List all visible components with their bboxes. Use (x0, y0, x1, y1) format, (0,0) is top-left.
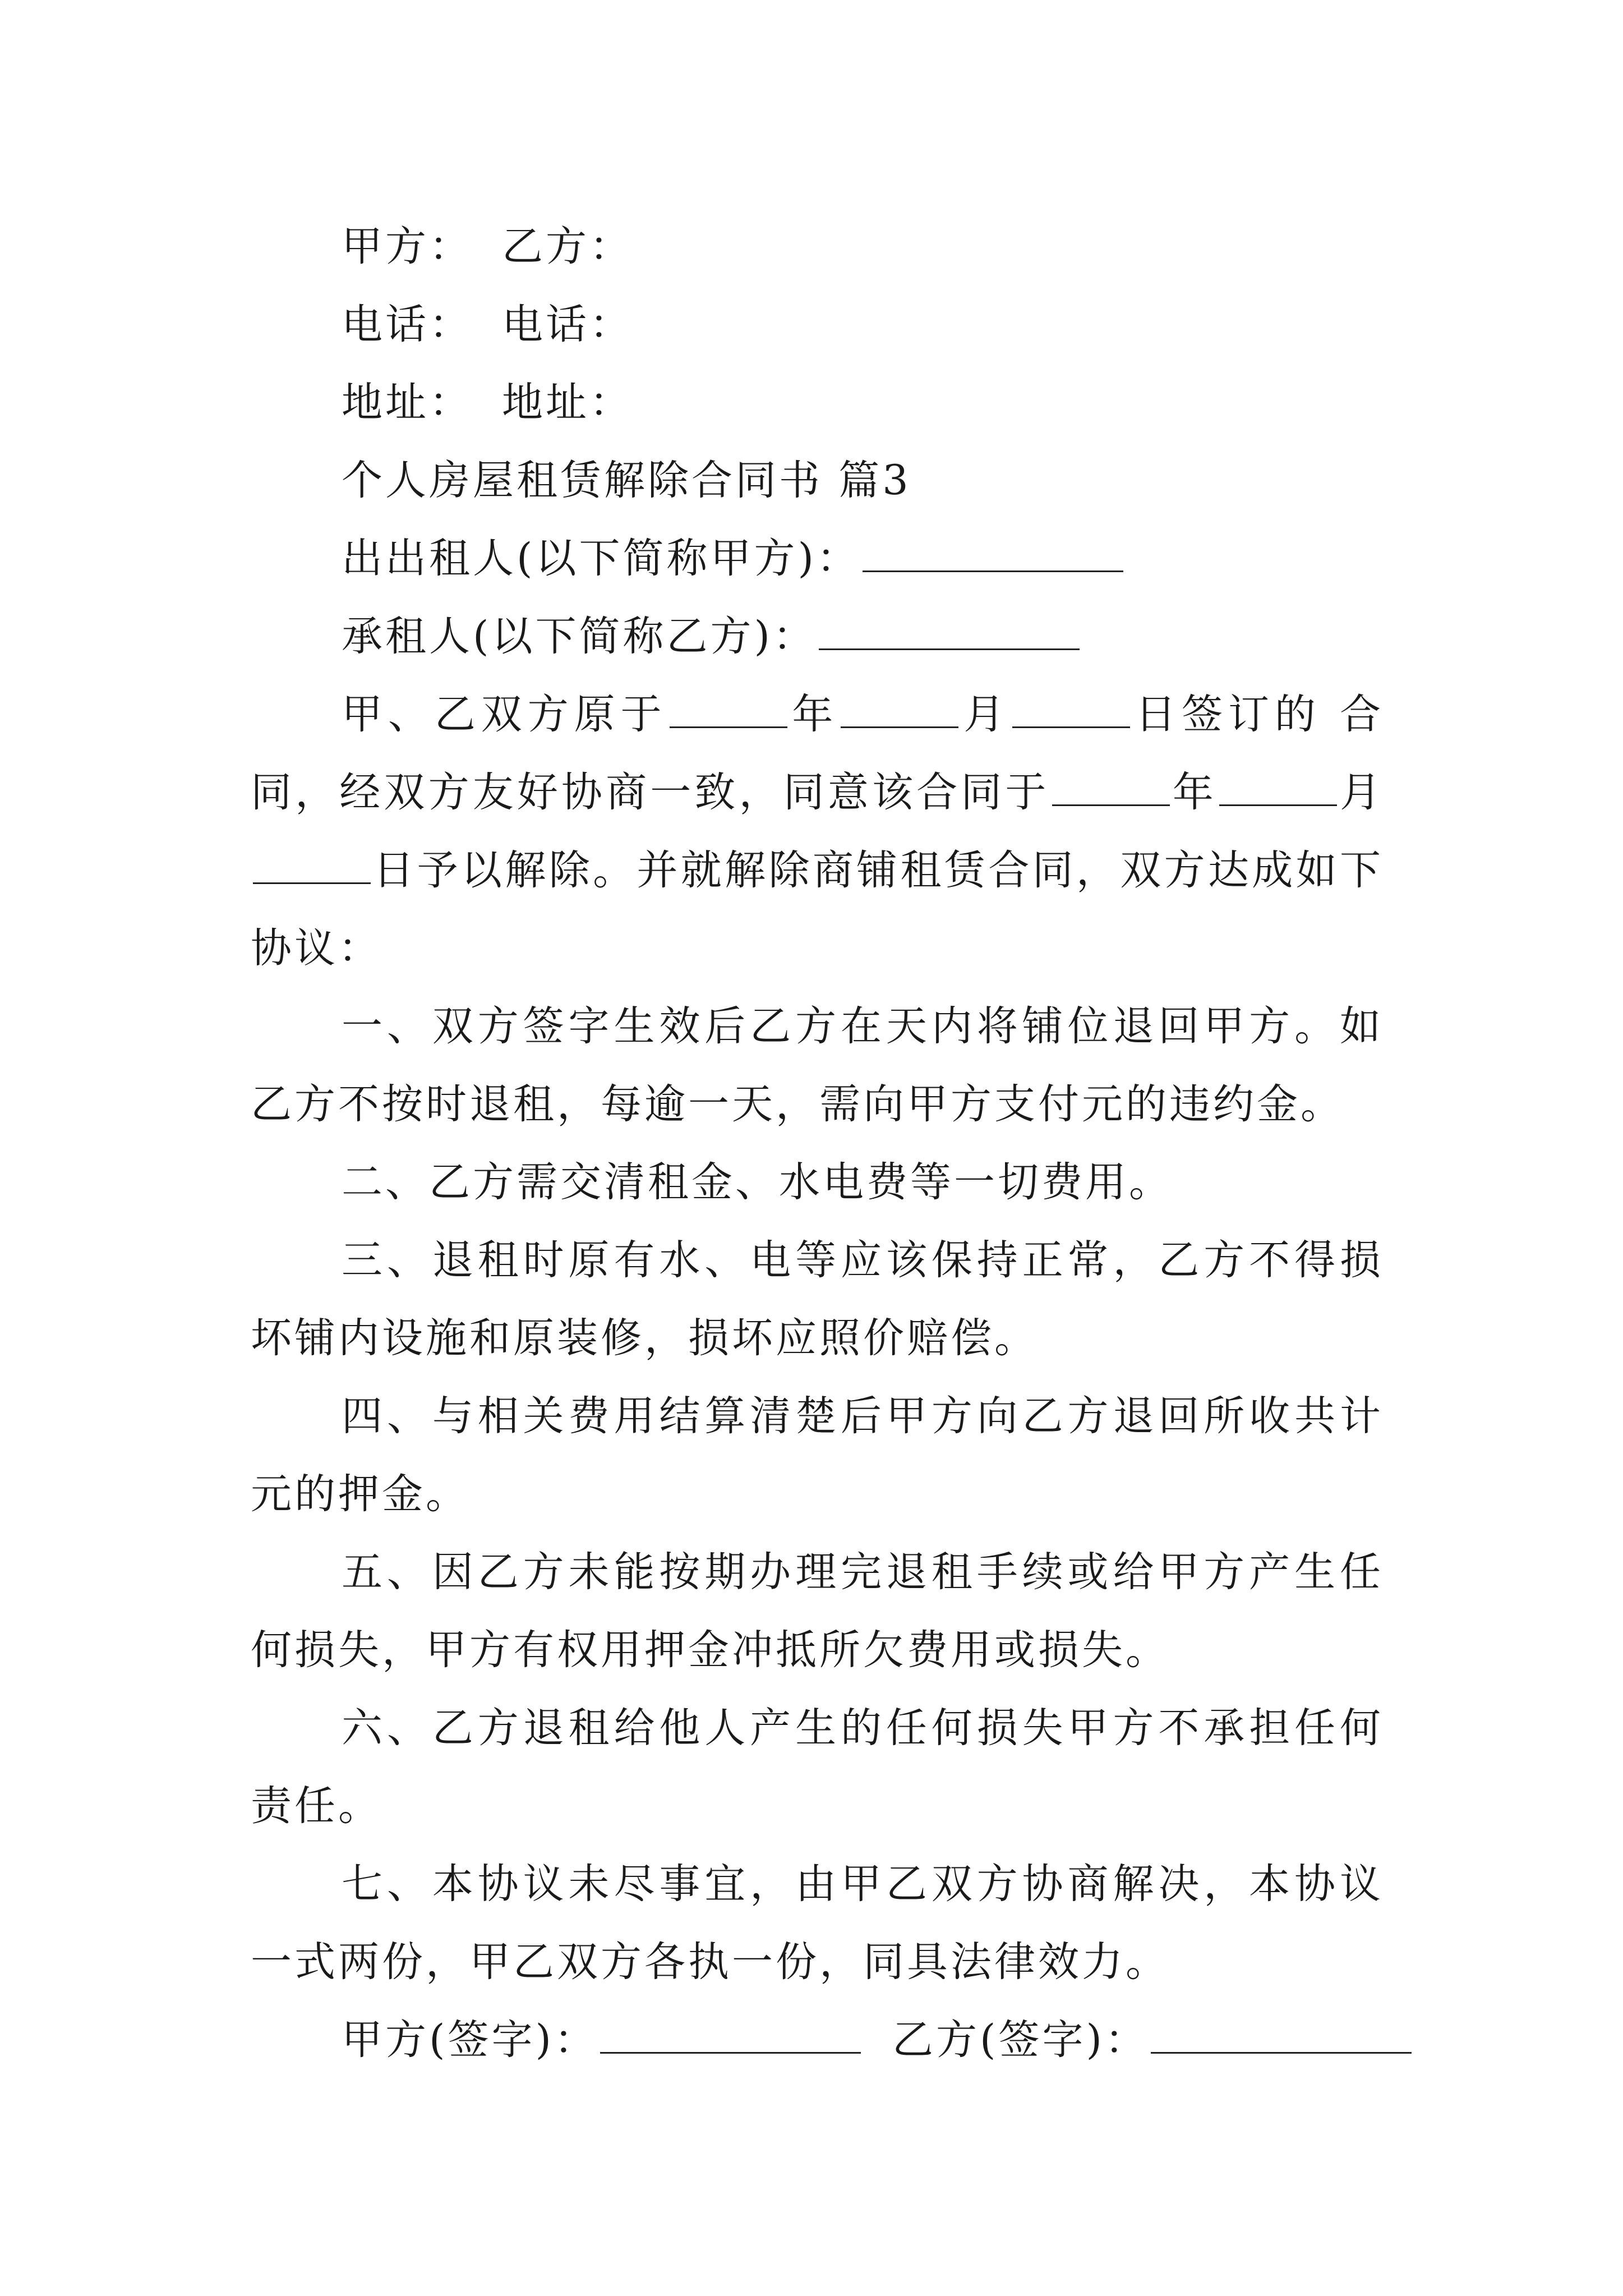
party-b-signature-label: 乙方(签字)： (892, 2016, 1149, 2064)
address-line (251, 364, 1384, 441)
party-a-label: 甲方： (342, 223, 473, 270)
phone-a-label: 电话： (342, 301, 473, 348)
section-title: 个人房屋租赁解除合同书 篇3 (342, 457, 911, 504)
lessee-label: 承租人(以下简称乙方)： (342, 613, 817, 660)
clause-4: 四、与相关费用结算清楚后甲方向乙方退回所收共计元的押金。 (251, 1392, 1384, 1518)
intro-year-1: 年 (789, 691, 839, 738)
month-blank-2 (1219, 780, 1337, 806)
intro-text-2: 日签订的 合同，经双方友好协商一致，同意该合同于 (251, 691, 1384, 816)
phone-line (251, 286, 1384, 364)
intro-text-3: 日予以解除。并就解除商铺租赁合同，双方达成如下协议： (251, 846, 1384, 972)
lessee-blank (819, 624, 1080, 650)
address-b-label: 地址： (502, 379, 633, 426)
month-blank-1 (841, 702, 958, 728)
intro-month-1: 月 (961, 691, 1011, 738)
day-blank-2 (253, 858, 371, 884)
day-blank-1 (1012, 702, 1130, 728)
signature-line (251, 2001, 1384, 2079)
party-a-signature-label: 甲方(签字)： (342, 2016, 598, 2064)
clause-2: 二、乙方需交清租金、水电费等一切费用。 (342, 1158, 1173, 1206)
clause-7: 七、本协议未尽事宜，由甲乙双方协商解决，本协议一式两份，甲乙双方各执一份，同具法律效力。 (251, 1860, 1384, 1986)
lessor-blank (863, 546, 1123, 572)
clause-1: 一、双方签字生效后乙方在天内将铺位退回甲方。如乙方不按时退租，每逾一天，需向甲方支付元的违约金。 (251, 1002, 1384, 1128)
party-line (251, 208, 1384, 286)
document-body (251, 208, 1384, 2079)
party-b-label: 乙方： (502, 223, 633, 270)
intro-text-1: 甲、乙双方原于 (342, 691, 667, 738)
intro-month-2: 月 (1339, 769, 1384, 816)
year-blank-1 (670, 702, 787, 728)
lessor-line (251, 519, 1384, 597)
address-a-label: 地址： (342, 379, 473, 426)
intro-paragraph (251, 675, 1384, 987)
lessor-label: 出出租人(以下简称甲方)： (342, 535, 860, 582)
year-blank-2 (1052, 780, 1170, 806)
party-a-signature-blank (600, 2027, 861, 2054)
clause-3: 三、退租时原有水、电等应该保持正常，乙方不得损坏铺内设施和原装修，损坏应照价赔偿。 (251, 1236, 1384, 1362)
party-b-signature-blank (1151, 2027, 1412, 2054)
clause-5: 五、因乙方未能按期办理完退租手续或给甲方产生任何损失，甲方有权用押金冲抵所欠费用或损失。 (251, 1548, 1384, 1674)
clause-6: 六、乙方退租给他人产生的任何损失甲方不承担任何责任。 (251, 1704, 1384, 1830)
intro-year-2: 年 (1172, 769, 1217, 816)
phone-b-label: 电话： (502, 301, 633, 348)
lessee-line (251, 597, 1384, 675)
